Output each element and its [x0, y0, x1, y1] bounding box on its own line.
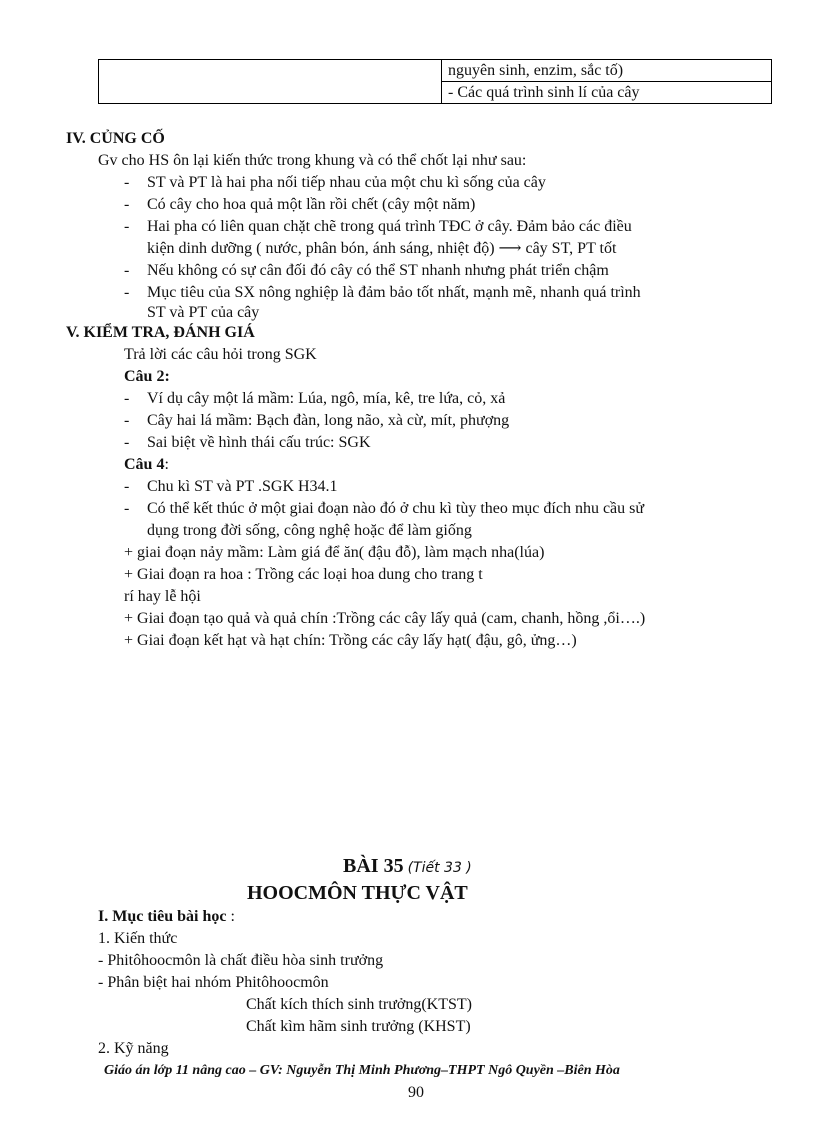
question-label: Câu 2:	[124, 368, 170, 385]
bullet-dash: -	[124, 262, 130, 279]
list-item: Có cây cho hoa quả một lần rồi chết (cây một năm)	[147, 196, 476, 213]
list-item: ST và PT là hai pha nối tiếp nhau của một chu kì sống của cây	[147, 174, 546, 191]
bullet-dash: -	[124, 434, 130, 451]
bullet-dash: -	[124, 284, 130, 301]
section-heading-assessment: V. KIỂM TRA, ĐÁNH GIÁ	[66, 324, 255, 341]
list-item: Mục tiêu của SX nông nghiệp là đảm bảo tốt nhất, mạnh mẽ, nhanh quá trình	[147, 284, 641, 301]
list-item-continued: dụng trong đời sống, công nghệ hoặc để làm giống	[147, 522, 472, 539]
list-item: Ví dụ cây một lá mầm: Lúa, ngô, mía, kê, tre lứa, cỏ, xả	[147, 390, 506, 407]
page-number: 90	[408, 1084, 424, 1101]
stage-item-continued: rí hay lễ hội	[124, 588, 201, 605]
bullet-dash: -	[124, 500, 130, 517]
list-item: Chu kì ST và PT .SGK H34.1	[147, 478, 338, 495]
subheading: 1. Kiến thức	[98, 930, 178, 947]
bullet-dash: -	[124, 390, 130, 407]
bullet-dash: -	[124, 196, 130, 213]
page-footer: Giáo án lớp 11 nâng cao – GV: Nguyễn Thị Minh Phương–THPT Ngô Quyền –Biên Hòa	[104, 1063, 620, 1078]
lesson-subtitle: HOOCMÔN THỰC VẬT	[247, 882, 468, 904]
stage-item: + Giai đoạn kết hạt và hạt chín: Trồng các cây lấy hạt( đậu, gô, ửng…)	[124, 632, 577, 649]
paragraph: - Phân biệt hai nhóm Phitôhoocmôn	[98, 974, 329, 991]
carryover-table	[98, 59, 772, 104]
list-item-continued: ST và PT của cây	[147, 304, 260, 321]
paragraph: Chất kích thích sinh trưởng(KTST)	[246, 996, 472, 1013]
bullet-dash: -	[124, 174, 130, 191]
paragraph: Chất kìm hãm sinh trưởng (KHST)	[246, 1018, 471, 1035]
list-item: Sai biệt về hình thái cấu trúc: SGK	[147, 434, 371, 451]
table-cell-empty	[99, 60, 442, 104]
stage-item: + Giai đoạn tạo quả và quả chín :Trồng các cây lấy quả (cam, chanh, hồng ,ổi….)	[124, 610, 646, 627]
goals-heading: I. Mục tiêu bài học :	[98, 908, 235, 925]
stage-item: + Giai đoạn ra hoa : Trồng các loại hoa dung cho trang t	[124, 566, 483, 583]
paragraph: Gv cho HS ôn lại kiến thức trong khung và có thể chốt lại như sau:	[98, 152, 527, 169]
table-cell: nguyên sinh, enzim, sắc tố)	[442, 60, 772, 82]
bullet-dash: -	[124, 218, 130, 235]
subheading: 2. Kỹ năng	[98, 1040, 169, 1057]
bullet-dash: -	[124, 412, 130, 429]
paragraph: - Phitôhoocmôn là chất điều hòa sinh trưởng	[98, 952, 384, 969]
question-label: Câu 4:	[124, 456, 169, 473]
list-item: Nếu không có sự cân đối đó cây có thể ST nhanh nhưng phát triển chậm	[147, 262, 609, 279]
list-item: Cây hai lá mầm: Bạch đàn, long não, xà cừ, mít, phượng	[147, 412, 510, 429]
list-item: Hai pha có liên quan chặt chẽ trong quá trình TĐC ở cây. Đảm bảo các điều	[147, 218, 632, 235]
lesson-title: BÀI 35 (Tiết 33 )	[343, 855, 472, 877]
stage-item: + giai đoạn nảy mầm: Làm giá để ăn( đậu đỗ), làm mạch nha(lúa)	[124, 544, 545, 561]
table-cell: - Các quá trình sinh lí của cây	[442, 82, 772, 104]
bullet-dash: -	[124, 478, 130, 495]
list-item-continued: kiện dinh dưỡng ( nước, phân bón, ánh sáng, nhiệt độ) ⟶ cây ST, PT tốt	[147, 240, 617, 257]
section-heading-consolidation: IV. CỦNG CỐ	[66, 130, 165, 147]
paragraph: Trả lời các câu hỏi trong SGK	[124, 346, 317, 363]
list-item: Có thể kết thúc ở một giai đoạn nào đó ở chu kì tùy theo mục đích nhu cầu sử	[147, 500, 645, 517]
